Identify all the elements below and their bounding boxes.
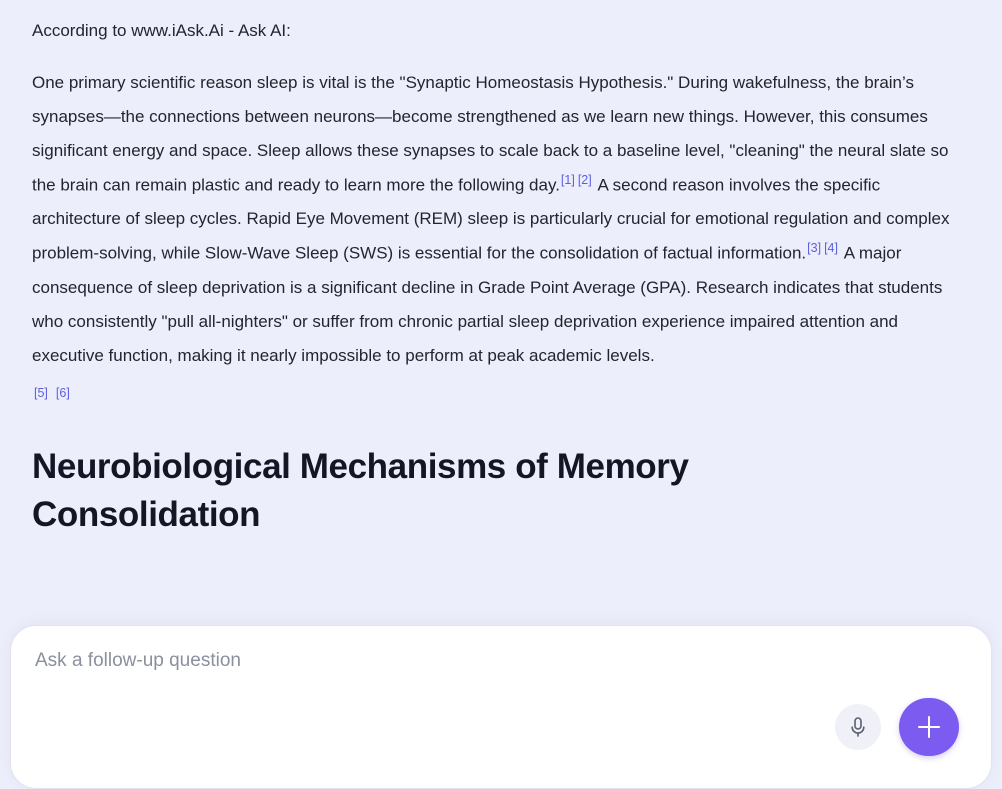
- answer-paragraph-part-3: A major consequence of sleep deprivation is a significant decline in Grade Point Average (GPA). Research indicates that students who consistently "pull all-nighters" or suffer from chronic partial sleep deprivation experience impaired attention and executive function, making it nearly impossible to perform at peak academic levels.: [32, 243, 943, 365]
- answer-paragraph: [32, 66, 970, 409]
- citation-5[interactable]: [5]: [34, 385, 48, 400]
- citation-2[interactable]: [2]: [577, 172, 592, 187]
- citation-3[interactable]: [3]: [807, 241, 822, 256]
- trailing-citations: [32, 375, 970, 409]
- microphone-button[interactable]: [835, 704, 881, 750]
- follow-up-input[interactable]: Ask a follow-up question: [35, 650, 241, 671]
- citation-1[interactable]: [1]: [560, 172, 575, 187]
- plus-icon: [918, 716, 940, 738]
- send-button[interactable]: [899, 698, 959, 756]
- microphone-icon: [848, 716, 868, 738]
- answer-paragraph-part-1: One primary scientific reason sleep is vital is the "Synaptic Homeostasis Hypothesis." During wakefulness, the brain’s synapses—the connections between neurons—become strengthened as we learn new things. However, this consumes significant energy and space. Sleep allows these synapses to scale back to a baseline level, "cleaning" the neural slate so the brain can remain plastic and ready to learn more the following day.: [32, 72, 949, 195]
- section-heading: Neurobiological Mechanisms of Memory Consolidation: [32, 446, 689, 535]
- source-attribution-line: According to www.iAsk.Ai - Ask AI:: [32, 21, 291, 40]
- citation-6[interactable]: [6]: [55, 385, 70, 400]
- citation-4[interactable]: [4]: [824, 241, 838, 256]
- follow-up-composer[interactable]: [10, 625, 992, 789]
- answer-paragraph-part-2: A second reason involves the specific architecture of sleep cycles. Rapid Eye Movement (REM) sleep is particularly crucial for emotional regulation and complex problem-solving, while Slow-Wave Sleep (SWS) is essential for the consolidation of factual information.: [32, 175, 950, 263]
